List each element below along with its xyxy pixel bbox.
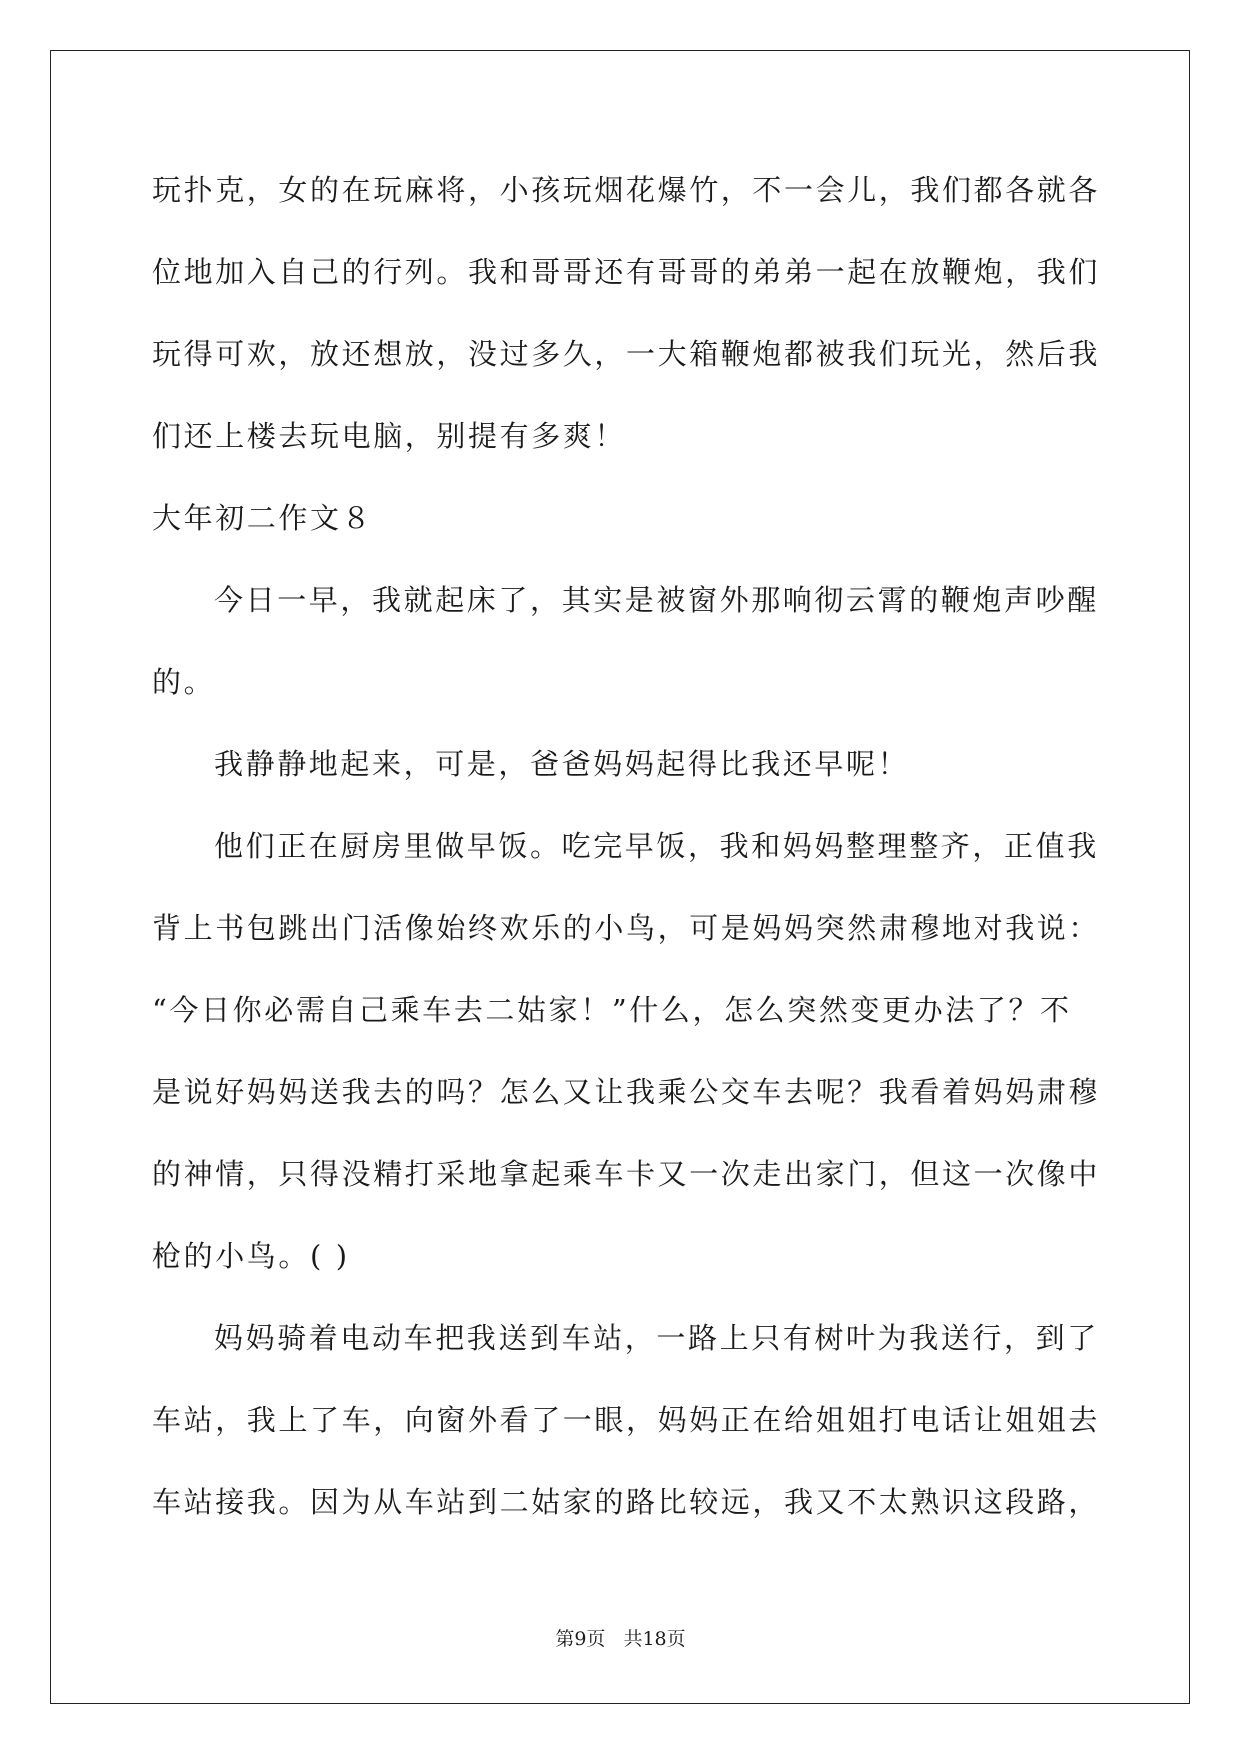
paragraph-start: 妈妈骑着电动车把我送到车站，一路上只有树叶为我送行，到了 [214, 1321, 1099, 1355]
page-total: 共18页 [623, 1628, 686, 1650]
section-heading: 大年初二作文８ [152, 501, 374, 535]
text-line: 车站接我。因为从车站到二姑家的路比较远，我又不太熟识这段路， [152, 1485, 1101, 1519]
text-line: 玩得可欢，放还想放，没过多久，一大箱鞭炮都被我们玩光，然后我 [152, 337, 1101, 371]
paragraph-start: 今日一早，我就起床了，其实是被窗外那响彻云霄的鞭炮声吵醒 [214, 583, 1099, 617]
text-line: 是说好妈妈送我去的吗？怎么又让我乘公交车去呢？我看着妈妈肃穆 [152, 1075, 1101, 1109]
page-border [50, 50, 1190, 1704]
text-line: 车站，我上了车，向窗外看了一眼，妈妈正在给姐姐打电话让姐姐去 [152, 1403, 1101, 1437]
paragraph-start: 他们正在厨房里做早饭。吃完早饭，我和妈妈整理整齐，正值我 [214, 829, 1099, 863]
text-line: 的。 [152, 665, 216, 699]
text-line: 背上书包跳出门活像始终欢乐的小鸟，可是妈妈突然肃穆地对我说： [152, 911, 1101, 945]
text-line: 位地加入自己的行列。我和哥哥还有哥哥的弟弟一起在放鞭炮，我们 [152, 255, 1101, 289]
text-line: 枪的小鸟。( ) [152, 1239, 350, 1273]
page-number: 第9页 [555, 1628, 606, 1650]
text-line: “今日你必需自己乘车去二姑家！”什么，怎么突然变更办法了？不 [152, 993, 1072, 1027]
page-footer [0, 1624, 1241, 1651]
paragraph-start: 我静静地起来，可是，爸爸妈妈起得比我还早呢！ [214, 747, 910, 781]
text-line: 的神情，只得没精打采地拿起乘车卡又一次走出家门，但这一次像中 [152, 1157, 1101, 1191]
text-line: 们还上楼去玩电脑，别提有多爽！ [152, 419, 627, 453]
text-line: 玩扑克，女的在玩麻将，小孩玩烟花爆竹，不一会儿，我们都各就各 [152, 173, 1101, 207]
